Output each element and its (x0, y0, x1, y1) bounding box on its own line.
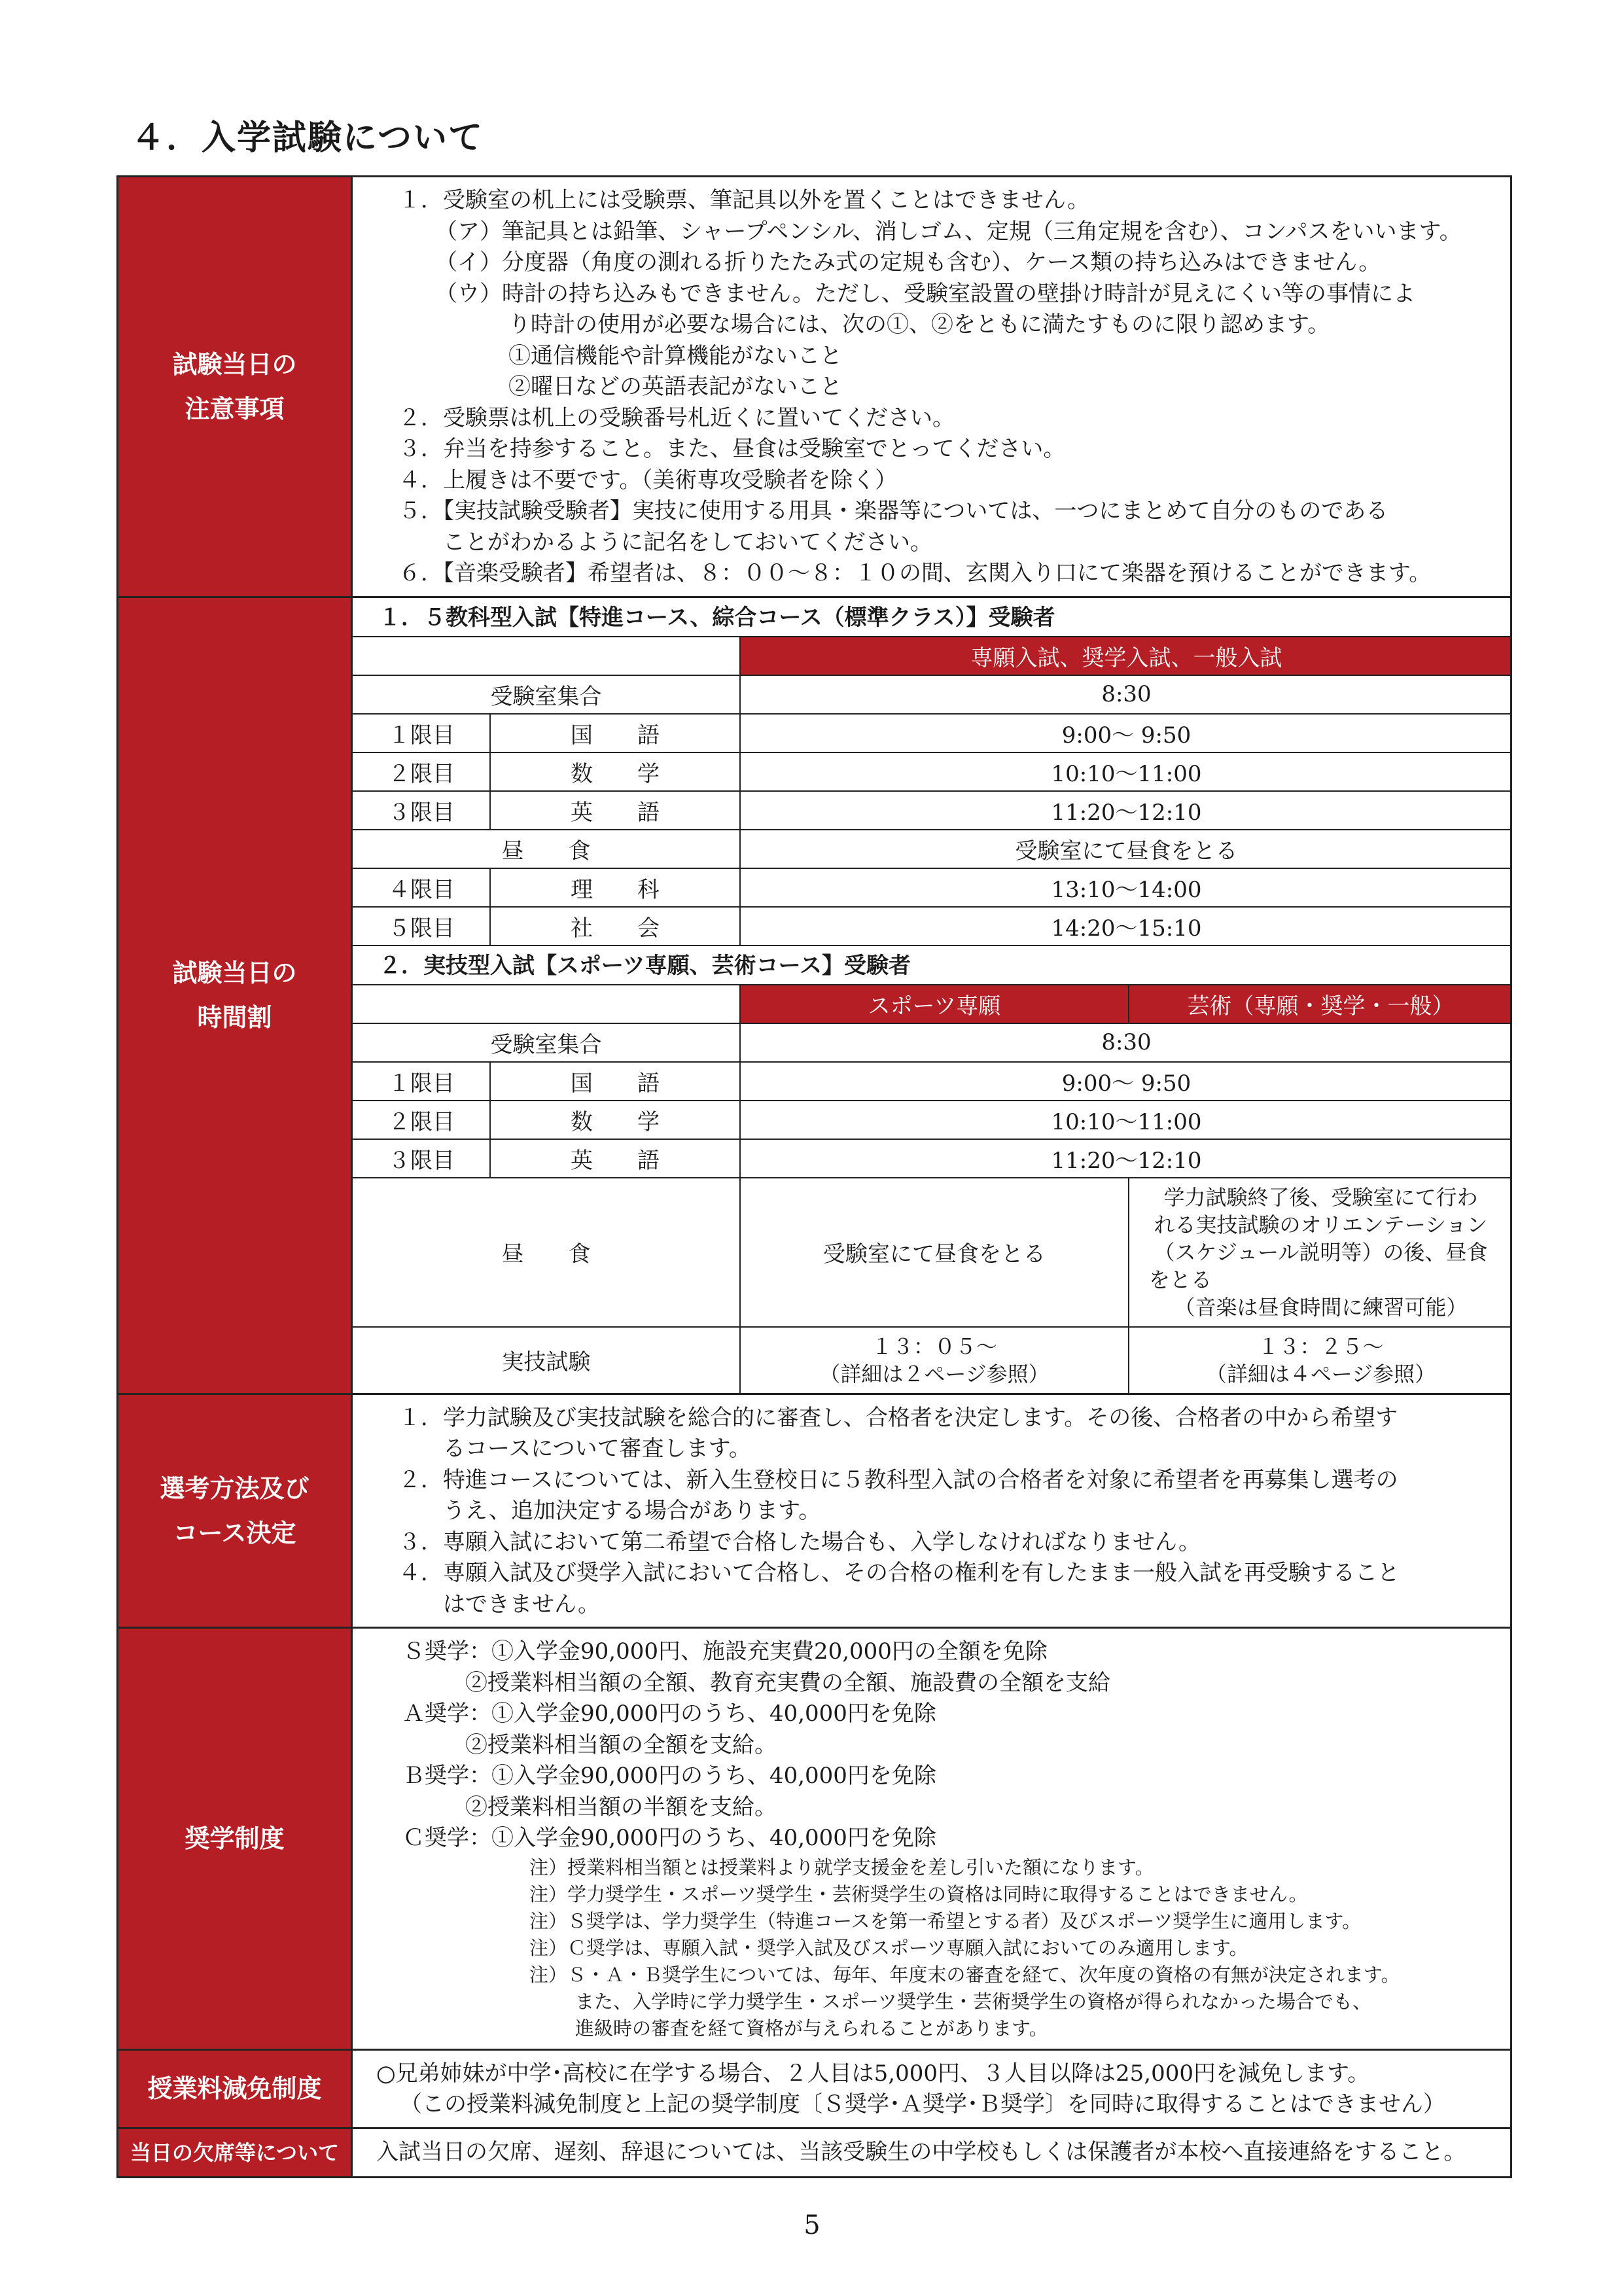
scholarship-note: また、入学時に学力奨学生・スポーツ奨学生・芸術奨学生の資格が得られなかった場合でも、 (575, 1990, 1371, 2013)
selection-line: うえ、追加決定する場合があります。 (443, 1498, 821, 1524)
table-row: ５限目 社 会 14:20～15:10 (353, 907, 1512, 945)
page-number: 5 (803, 2210, 821, 2240)
notice-line: （ウ）時計の持ち込みもできません。ただし、受験室設置の壁掛け時計が見えにくい等の事情によ (435, 280, 1416, 307)
scholarship-line: Ｓ奨学：①入学金90,000円、施設充実費20,000円の全額を免除 (402, 1638, 1048, 1665)
tuition-content (352, 2049, 1511, 2128)
notice-line: ②曜日などの英語表記がないこと (508, 374, 842, 400)
notice-row (118, 177, 1511, 597)
notice-line: ２．受験票は机上の受験番号札近くに置いてください。 (398, 404, 955, 431)
scholarship-note: 注）Ｃ奨学は、専願入試・奨学入試及びスポーツ専願入試においてのみ適用します。 (529, 1936, 1248, 1959)
table-row: 受験室集合 8:30 (353, 675, 1512, 714)
notice-line: ことがわかるように記名をしておいてください。 (443, 529, 932, 556)
tuition-line: （この授業料減免制度と上記の奨学制度〔Ｓ奨学･Ａ奨学･Ｂ奨学〕を同時に取得することはできません） (400, 2091, 1445, 2117)
scholarship-content (352, 1628, 1511, 2050)
sec2-arts-header: 芸術（専願・奨学・一般） (1129, 985, 1512, 1023)
notice-line: ４．上履きは不要です。（美術専攻受験者を除く） (398, 467, 898, 493)
notice-line: ５．【実技試験受験者】実技に使用する用具・楽器等については、一つにまとめて自分のものである (398, 498, 1388, 524)
sec1-column-header: 専願入試、奨学入試、一般入試 (740, 637, 1512, 675)
page-title: ４．入学試験について (131, 118, 484, 158)
notice-line: （ア）筆記具とは鉛筆、シャープペンシル、消しゴム、定規（三角定規を含む）、コンパスをいいます。 (435, 218, 1462, 245)
scholarship-line: Ａ奨学：①入学金90,000円のうち、40,000円を免除 (402, 1701, 936, 1727)
timetable-content (352, 597, 1511, 1394)
section2-schedule (353, 984, 1512, 1393)
table-row: 昼 食 受験室にて昼食をとる 学力試験終了後、受験室にて行わ れる実技試験のオリエンテーション （スケジュール説明等）の後、昼食 をとる （音楽は昼食時間に練習可能） (353, 1178, 1512, 1327)
scholarship-line: Ｃ奨学：①入学金90,000円のうち、40,000円を免除 (402, 1825, 936, 1851)
selection-label: 選考方法及び コース決定 (118, 1394, 352, 1628)
scholarship-line: ②授業料相当額の半額を支給。 (465, 1793, 777, 1820)
absence-content (352, 2128, 1511, 2177)
absence-label: 当日の欠席等について (118, 2128, 352, 2177)
absence-text: 入試当日の欠席、遅刻、辞退については、当該受験生の中学校もしくは保護者が本校へ直接連絡をすること。 (376, 2138, 1466, 2165)
tuition-row (118, 2049, 1511, 2128)
table-row: １限目 国 語 9:00～ 9:50 (353, 1062, 1512, 1101)
table-row: ３限目 英 語 11:20～12:10 (353, 1139, 1512, 1178)
section1-title: １．５教科型入試【特進コース、綜合コース（標準クラス）】受験者 (379, 604, 1055, 631)
scholarship-note: 注）Ｓ奨学は、学力奨学生（特進コースを第一希望とする者）及びスポーツ奨学生に適用します。 (529, 1909, 1362, 1932)
absence-row (118, 2128, 1511, 2177)
notice-line: ①通信機能や計算機能がないこと (508, 342, 842, 369)
table-row: 受験室集合 8:30 (353, 1023, 1512, 1062)
scholarship-line: Ｂ奨学：①入学金90,000円のうち、40,000円を免除 (402, 1763, 936, 1789)
scholarship-note: 注）授業料相当額とは授業料より就学支援金を差し引いた額になります。 (529, 1856, 1154, 1879)
timetable-row (118, 597, 1511, 1394)
tuition-line: ○兄弟姉妹が中学･高校に在学する場合、２人目は5,000円、３人目以降は25,000円を減免します。 (376, 2060, 1370, 2087)
notice-line: ３．弁当を持参すること。また、昼食は受験室でとってください。 (398, 436, 1066, 462)
scholarship-note: 注）Ｓ・Ａ・Ｂ奨学生については、毎年、年度末の審査を経て、次年度の資格の有無が決定されます。 (529, 1963, 1400, 1986)
sec2-sports-header: スポーツ専願 (740, 985, 1129, 1023)
table-row: ４限目 理 科 13:10～14:00 (353, 868, 1512, 907)
timetable-label: 試験当日の 時間割 (118, 597, 352, 1394)
scholarship-label: 奨学制度 (118, 1628, 352, 2050)
scholarship-line: ②授業料相当額の全額を支給。 (465, 1731, 777, 1758)
scholarship-note: 進級時の審査を経て資格が与えられることがあります。 (575, 2017, 1048, 2040)
selection-line: るコースについて審査します。 (443, 1436, 751, 1462)
notice-line: （イ）分度器（角度の測れる折りたたみ式の定規も含む）、ケース類の持ち込みはできません。 (435, 249, 1381, 275)
admission-table (116, 175, 1512, 2178)
tuition-label: 授業料減免制度 (118, 2049, 352, 2128)
scholarship-line: ②授業料相当額の全額、教育充実費の全額、施設費の全額を支給 (465, 1669, 1110, 1696)
table-row: １限目 国 語 9:00～ 9:50 (353, 714, 1512, 752)
selection-line: ４．専願入試及び奨学入試において合格し、その合格の権利を有したまま一般入試を再受験すること (398, 1560, 1400, 1586)
scholarship-note: 注）学力奨学生・スポーツ奨学生・芸術奨学生の資格は同時に取得することはできません。 (529, 1882, 1308, 1905)
selection-content (352, 1394, 1511, 1628)
section2-title: ２．実技型入試【スポーツ専願、芸術コース】受験者 (353, 945, 1510, 984)
notice-line: り時計の使用が必要な場合には、次の①、②をともに満たすものに限り認めます。 (508, 311, 1330, 338)
table-row: ２限目 数 学 10:10～11:00 (353, 752, 1512, 791)
selection-line: １．学力試験及び実技試験を総合的に審査し、合格者を決定します。その後、合格者の中から希望す (398, 1404, 1398, 1431)
table-row: 昼 食 受験室にて昼食をとる (353, 830, 1512, 868)
table-row: ２限目 数 学 10:10～11:00 (353, 1101, 1512, 1139)
scholarship-row (118, 1628, 1511, 2050)
notice-line: ６．【音楽受験者】希望者は、８：００～８：１０の間、玄関入り口にて楽器を預けることができます。 (398, 560, 1432, 586)
section1-schedule (353, 636, 1512, 945)
table-row: 実技試験 １３：０５～ （詳細は２ページ参照） １３：２５～ （詳細は４ページ参照） (353, 1327, 1512, 1393)
selection-row (118, 1394, 1511, 1628)
notice-label: 試験当日の 注意事項 (118, 177, 352, 597)
arts-lunch-note: 学力試験終了後、受験室にて行わ れる実技試験のオリエンテーション （スケジュール説明等）の後、昼食 をとる （音楽は昼食時間に練習可能） (1129, 1178, 1512, 1327)
notice-line: １．受験室の机上には受験票、筆記具以外を置くことはできません。 (398, 187, 1090, 213)
selection-line: はできません。 (443, 1591, 601, 1617)
table-row: ３限目 英 語 11:20～12:10 (353, 791, 1512, 830)
selection-line: ３．専願入試において第二希望で合格した場合も、入学しなければなりません。 (398, 1528, 1201, 1555)
selection-line: ２．特進コースについては、新入生登校日に５教科型入試の合格者を対象に希望者を再募集し選考の (398, 1466, 1398, 1493)
notice-content (352, 177, 1511, 597)
